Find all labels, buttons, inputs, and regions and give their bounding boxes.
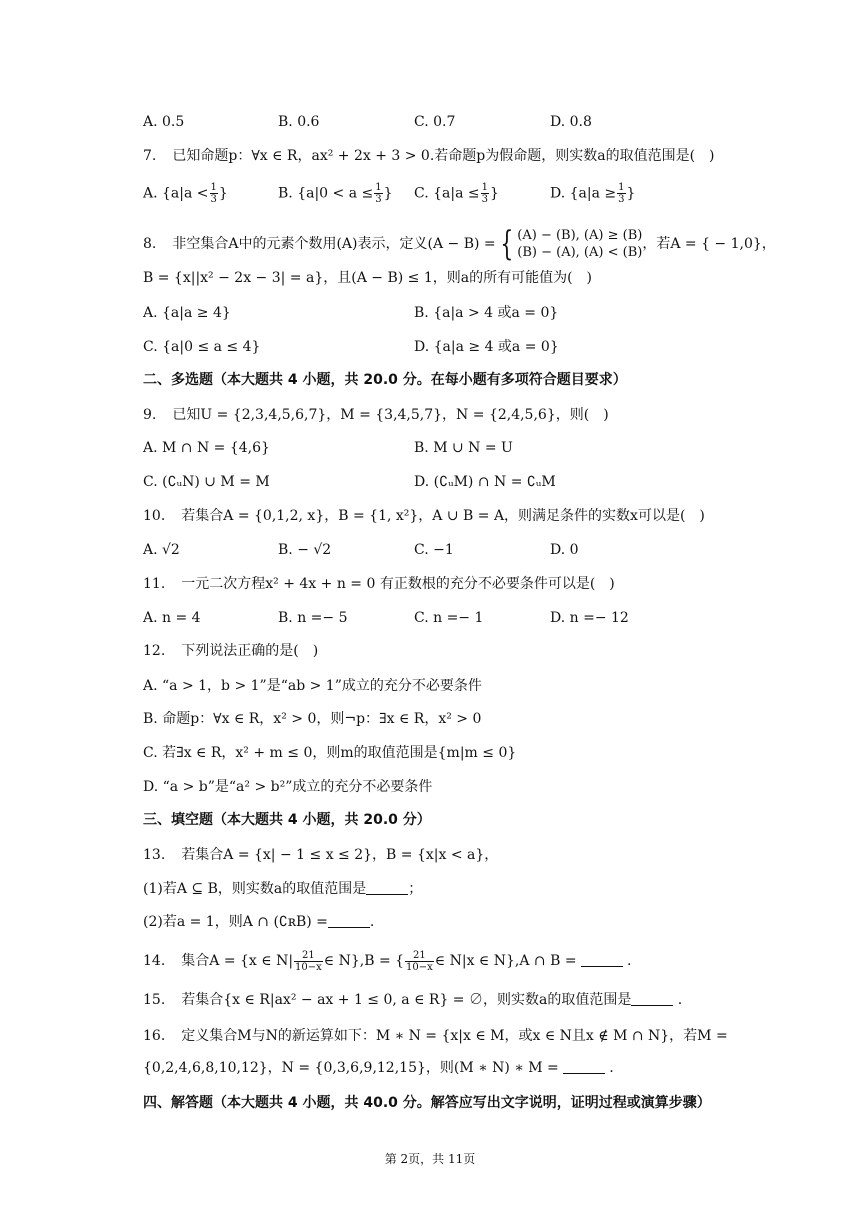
q8-case-2: (B) − (A), (A) < (B) xyxy=(517,245,643,260)
q10-option-b: B. − √2 xyxy=(278,542,332,558)
q6-option-b: B. 0.6 xyxy=(278,114,320,130)
q13-number: 13. xyxy=(143,847,166,863)
q8-option-c: C. {a|0 ≤ a ≤ 4} xyxy=(143,339,261,355)
q8-stem xyxy=(143,226,780,262)
section-heading-answer: 四、解答题（本大题共 4 小题，共 40.0 分。解答应写出文字说明，证明过程或演算步骤） xyxy=(143,1095,711,1111)
q12-text: 下列说法正确的是( ) xyxy=(181,643,319,659)
q16-blank[interactable] xyxy=(563,1059,605,1074)
q8-option-d: D. {a|a ≥ 4 或a = 0} xyxy=(414,339,559,355)
q13-part1: (1)若A ⊆ B，则实数a的取值范围是 ； xyxy=(143,881,423,897)
q12-stem xyxy=(143,641,780,661)
q8-case-1: (A) − (B), (A) ≥ (B) xyxy=(517,228,643,243)
section-heading-fill-blank: 三、填空题（本大题共 4 小题，共 20.0 分） xyxy=(143,812,431,828)
q9-number: 9. xyxy=(143,407,157,423)
q10-number: 10. xyxy=(143,508,166,524)
q12-option-a: A. “a > 1，b > 1”是“ab > 1”成立的充分不必要条件 xyxy=(143,678,482,694)
q13-blank-2[interactable] xyxy=(328,913,370,928)
q14-stem: 14. 集合A = {x ∈ N| $\frac{21}{10-x}$ ∈ N},B = { $\frac{21}{10-x}$ ∈ N|x ∈ N},A ∩ B = . xyxy=(143,949,632,973)
q7-option-d: D. {a|a ≥ $\frac{1}{3}$ } xyxy=(550,182,636,205)
q12-option-b: B. 命题p：∀x ∈ R，x² > 0，则¬p：∃x ∈ R，x² > 0 xyxy=(143,711,482,727)
q11-number: 11. xyxy=(143,576,166,592)
q15-blank[interactable] xyxy=(631,991,673,1006)
q11-option-d: D. n =− 12 xyxy=(550,610,629,626)
q12-option-d: D. “a > b”是“a² > b²”成立的充分不必要条件 xyxy=(143,779,433,795)
q11-option-b: B. n =− 5 xyxy=(278,610,348,626)
q14-fraction-1: $\frac{21}{10-x}$ xyxy=(295,949,322,973)
page-footer: 第 2页，共 11页 xyxy=(384,1152,476,1166)
q10-stem xyxy=(143,506,780,526)
q8-piecewise: { (A) − (B), (A) ≥ (B) (B) − (A), (A) < (B) xyxy=(499,224,643,264)
q14-blank[interactable] xyxy=(581,952,623,967)
q12-option-c: C. 若∃x ∈ R，x² + m ≤ 0，则m的取值范围是{m|m ≤ 0} xyxy=(143,745,517,761)
q8-line2: B = {x||x² − 2x − 3| = a}，且(A − B) ≤ 1，则a的所有可能值为( ) xyxy=(143,270,592,286)
q8-option-b: B. {a|a > 4 或a = 0} xyxy=(414,305,559,321)
q6-option-a: A. 0.5 xyxy=(143,114,185,130)
q9-stem xyxy=(143,405,780,425)
section-heading-multi-choice: 二、多选题（本大题共 4 小题，共 20.0 分。在每小题有多项符合题目要求） xyxy=(143,372,627,388)
q10-option-c: C. −1 xyxy=(414,542,454,558)
q11-stem xyxy=(143,574,780,594)
q11-option-a: A. n = 4 xyxy=(143,610,201,626)
q6-option-d: D. 0.8 xyxy=(550,114,592,130)
q13-text: 若集合A = {x| − 1 ≤ x ≤ 2}，B = {x|x < a}， xyxy=(181,847,499,863)
q8-text-b: ，若A = { − 1,0}， xyxy=(642,236,776,252)
q15-number: 15. xyxy=(143,992,166,1008)
q15-stem: 15. 若集合{x ∈ R|ax² − ax + 1 ≤ 0, a ∈ R} = ∅，则实数a的取值范围是 . xyxy=(143,992,683,1008)
q13-part2: (2)若a = 1，则A ∩ (∁ʀB) = . xyxy=(143,914,375,930)
q10-text: 若集合A = {0,1,2, x}，B = {1, x²}，A ∪ B = A，则满足条件的实数x可以是( ) xyxy=(181,508,705,524)
q14-number: 14. xyxy=(143,953,166,969)
q11-option-c: C. n =− 1 xyxy=(414,610,484,626)
q7-option-a: A. {a|a < $\frac{1}{3}$ } xyxy=(143,182,228,205)
q9-option-b: B. M ∪ N = U xyxy=(414,440,513,456)
q9-option-c: C. (∁ᵤN) ∪ M = M xyxy=(143,474,270,490)
q11-text: 一元二次方程x² + 4x + n = 0 有正数根的充分不必要条件可以是( ) xyxy=(181,576,615,592)
q13-stem xyxy=(143,845,780,865)
q9-option-d: D. (∁ᵤM) ∩ N = ∁ᵤM xyxy=(414,474,556,490)
q12-number: 12. xyxy=(143,643,166,659)
q16-stem: 16. 定义集合M与N的新运算如下：M ∗ N = {x|x ∈ M，或x ∈ N且x ∉ M ∩ N}，若M = xyxy=(143,1028,728,1044)
q8-number: 8. xyxy=(143,236,157,252)
q14-fraction-2: $\frac{21}{10-x}$ xyxy=(406,949,433,973)
q7-text: 已知命题p：∀x ∈ R，ax² + 2x + 3 > 0.若命题p为假命题，则实数a的取值范围是( ) xyxy=(172,148,715,164)
q13-blank-1[interactable] xyxy=(366,880,408,895)
q10-option-a: A. √2 xyxy=(143,542,180,558)
q8-text-a: 非空集合A中的元素个数用(A)表示，定义(A − B) = xyxy=(172,236,496,252)
q16-number: 16. xyxy=(143,1028,166,1044)
q6-option-c: C. 0.7 xyxy=(414,114,456,130)
q16-line2: {0,2,4,6,8,10,12}，N = {0,3,6,9,12,15}，则(M ∗ N) ∗ M = . xyxy=(143,1060,614,1076)
q7-number: 7. xyxy=(143,148,157,164)
q9-option-a: A. M ∩ N = {4,6} xyxy=(143,440,270,456)
q10-option-d: D. 0 xyxy=(550,542,579,558)
q7-option-c: C. {a|a ≤ $\frac{1}{3}$ } xyxy=(414,182,499,205)
q9-text: 已知U = {2,3,4,5,6,7}，M = {3,4,5,7}，N = {2,4,5,6}，则( ) xyxy=(172,407,609,423)
q7-option-b: B. {a|0 < a ≤ $\frac{1}{3}$ } xyxy=(278,182,393,205)
q7-stem xyxy=(143,146,780,166)
q8-option-a: A. {a|a ≥ 4} xyxy=(143,305,231,321)
